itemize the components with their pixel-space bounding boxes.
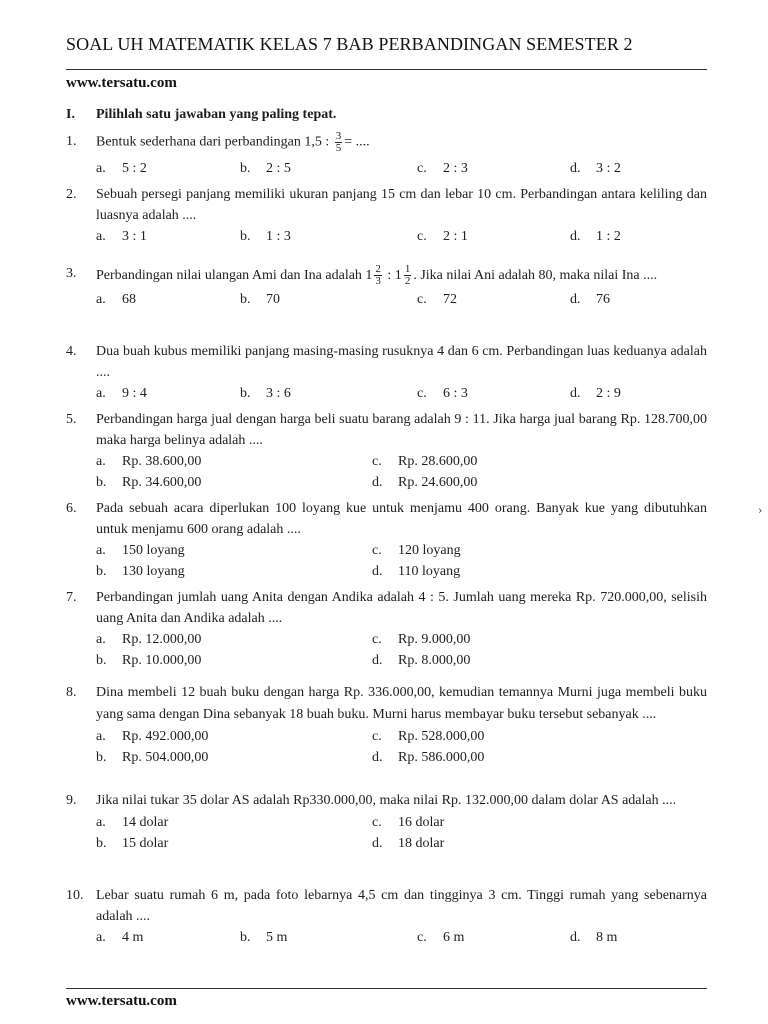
option-d[interactable]: d. Rp. 586.000,00 bbox=[372, 750, 485, 765]
option-b[interactable]: b. 1 : 3 bbox=[240, 229, 291, 244]
option-a[interactable]: a. 3 : 1 bbox=[96, 229, 147, 244]
option-c[interactable]: c. 2 : 1 bbox=[417, 229, 468, 244]
page-edge-glyph: › bbox=[758, 504, 763, 517]
question-4 bbox=[66, 341, 707, 404]
fraction: $\frac{2}{3}$ bbox=[375, 263, 381, 288]
option-b[interactable]: b. 5 m bbox=[240, 930, 288, 945]
question-number: 2. bbox=[66, 187, 77, 202]
answer-options bbox=[66, 158, 707, 179]
option-a[interactable]: a. Rp. 12.000,00 bbox=[96, 632, 202, 647]
option-c[interactable]: c. Rp. 28.600,00 bbox=[372, 454, 478, 469]
option-c[interactable]: c. Rp. 528.000,00 bbox=[372, 729, 485, 744]
question-5 bbox=[66, 409, 707, 493]
option-a[interactable]: a. 5 : 2 bbox=[96, 161, 147, 176]
header-website: www.tersatu.com bbox=[66, 75, 177, 91]
option-d[interactable]: d. Rp. 8.000,00 bbox=[372, 653, 471, 668]
question-2 bbox=[66, 184, 707, 247]
question-7 bbox=[66, 587, 707, 671]
option-b[interactable]: b. 2 : 5 bbox=[240, 161, 291, 176]
option-c[interactable]: c. Rp. 9.000,00 bbox=[372, 632, 471, 647]
option-d[interactable]: d. 3 : 2 bbox=[570, 161, 621, 176]
question-10 bbox=[66, 885, 707, 948]
question-text: Sebuah persegi panjang memiliki ukuran panjang 15 cm dan lebar 10 cm. Perbandingan antara keliling dan luasnya adalah .... bbox=[96, 187, 707, 223]
fraction: $\frac{1}{2}$ bbox=[404, 263, 411, 288]
question-text: Lebar suatu rumah 6 m, pada foto lebarnya 4,5 cm dan tingginya 3 cm. Tinggi rumah yang sebenarnya adalah .... bbox=[96, 888, 707, 924]
option-d[interactable]: d. 2 : 9 bbox=[570, 386, 621, 401]
question-text: Dina membeli 12 buah buku dengan harga Rp. 336.000,00, kemudian temannya Murni juga membeli buku yang sama dengan Dina sebanyak 18 buah buku. Murni harus membayar buku tersebut sebanyak .... bbox=[96, 685, 707, 722]
question-number: 7. bbox=[66, 590, 77, 605]
answer-options bbox=[66, 472, 707, 493]
answer-options bbox=[66, 383, 707, 404]
option-b[interactable]: b. 3 : 6 bbox=[240, 386, 291, 401]
fraction: $\frac{3}{5}$ bbox=[335, 130, 342, 154]
option-d[interactable]: d. 8 m bbox=[570, 930, 618, 945]
question-number: 4. bbox=[66, 344, 77, 359]
question-text: Perbandingan jumlah uang Anita dengan Andika adalah 4 : 5. Jumlah uang mereka Rp. 720.000,00, selisih uang Anita dan Andika adalah .... bbox=[96, 590, 707, 626]
question-3 bbox=[66, 263, 707, 310]
answer-options bbox=[66, 833, 707, 854]
option-b[interactable]: b. Rp. 10.000,00 bbox=[96, 653, 202, 668]
question-6 bbox=[66, 498, 707, 582]
option-a[interactable]: a. Rp. 38.600,00 bbox=[96, 454, 202, 469]
answer-options bbox=[66, 226, 707, 247]
option-a[interactable]: a. 150 loyang bbox=[96, 543, 185, 558]
answer-options bbox=[66, 451, 707, 472]
answer-options bbox=[66, 561, 707, 582]
question-number: 9. bbox=[66, 793, 77, 808]
question-text: Jika nilai tukar 35 dolar AS adalah Rp330.000,00, maka nilai Rp. 132.000,00 dalam dolar AS adalah .... bbox=[96, 793, 677, 808]
option-c[interactable]: c. 6 m bbox=[417, 930, 465, 945]
question-9 bbox=[66, 790, 707, 854]
option-a[interactable]: a. 14 dolar bbox=[96, 815, 169, 830]
page-title: SOAL UH MATEMATIK KELAS 7 BAB PERBANDINGAN SEMESTER 2 bbox=[66, 34, 633, 54]
option-d[interactable]: d. Rp. 24.600,00 bbox=[372, 475, 478, 490]
section-instruction: Pilihlah satu jawaban yang paling tepat. bbox=[96, 107, 337, 122]
option-b[interactable]: b. 70 bbox=[240, 292, 280, 307]
answer-options bbox=[66, 927, 707, 948]
question-number: 1. bbox=[66, 134, 77, 149]
option-a[interactable]: a. 68 bbox=[96, 292, 136, 307]
answer-options bbox=[66, 289, 707, 310]
question-number: 3. bbox=[66, 266, 77, 281]
question-number: 5. bbox=[66, 412, 77, 427]
option-b[interactable]: b. 130 loyang bbox=[96, 564, 185, 579]
answer-options bbox=[66, 812, 707, 833]
answer-options bbox=[66, 650, 707, 671]
answer-options bbox=[66, 540, 707, 561]
option-b[interactable]: b. Rp. 34.600,00 bbox=[96, 475, 202, 490]
option-d[interactable]: d. 18 dolar bbox=[372, 836, 445, 851]
answer-options bbox=[66, 726, 707, 747]
option-c[interactable]: c. 6 : 3 bbox=[417, 386, 468, 401]
question-text: Pada sebuah acara diperlukan 100 loyang kue untuk menjamu 400 orang. Banyak kue yang dibutuhkan untuk menjamu 600 orang adalah .... bbox=[96, 501, 707, 537]
header-rule bbox=[66, 69, 707, 70]
footer-website: www.tersatu.com bbox=[66, 993, 177, 1009]
section-number: I. bbox=[66, 107, 75, 122]
question-text: Dua buah kubus memiliki panjang masing-masing rusuknya 4 dan 6 cm. Perbandingan luas keduanya adalah .... bbox=[96, 344, 707, 380]
question-1 bbox=[66, 131, 707, 179]
question-text: Perbandingan nilai ulangan Ami dan Ina adalah 1 $\frac{2}{3}$ : 1 $\frac{1}{2}$ . Jika nilai Ani adalah 80, maka nilai Ina .... bbox=[96, 263, 658, 288]
option-c[interactable]: c. 16 dolar bbox=[372, 815, 445, 830]
option-d[interactable]: d. 1 : 2 bbox=[570, 229, 621, 244]
option-b[interactable]: b. Rp. 504.000,00 bbox=[96, 750, 209, 765]
answer-options bbox=[66, 747, 707, 768]
question-number: 10. bbox=[66, 888, 84, 903]
option-b[interactable]: b. 15 dolar bbox=[96, 836, 169, 851]
option-d[interactable]: d. 76 bbox=[570, 292, 610, 307]
option-d[interactable]: d. 110 loyang bbox=[372, 564, 461, 579]
question-number: 6. bbox=[66, 501, 77, 516]
option-a[interactable]: a. 4 m bbox=[96, 930, 144, 945]
question-8 bbox=[66, 682, 707, 768]
option-c[interactable]: c. 120 loyang bbox=[372, 543, 461, 558]
option-a[interactable]: a. 9 : 4 bbox=[96, 386, 147, 401]
footer-rule bbox=[66, 988, 707, 989]
question-text: Bentuk sederhana dari perbandingan 1,5 : $\frac{3}{5}$ = .... bbox=[96, 130, 370, 154]
option-c[interactable]: c. 72 bbox=[417, 292, 457, 307]
option-a[interactable]: a. Rp. 492.000,00 bbox=[96, 729, 209, 744]
question-number: 8. bbox=[66, 685, 77, 700]
question-text: Perbandingan harga jual dengan harga beli suatu barang adalah 9 : 11. Jika harga jual barang Rp. 128.700,00 maka harga belinya adalah .... bbox=[96, 412, 707, 448]
answer-options bbox=[66, 629, 707, 650]
option-c[interactable]: c. 2 : 3 bbox=[417, 161, 468, 176]
